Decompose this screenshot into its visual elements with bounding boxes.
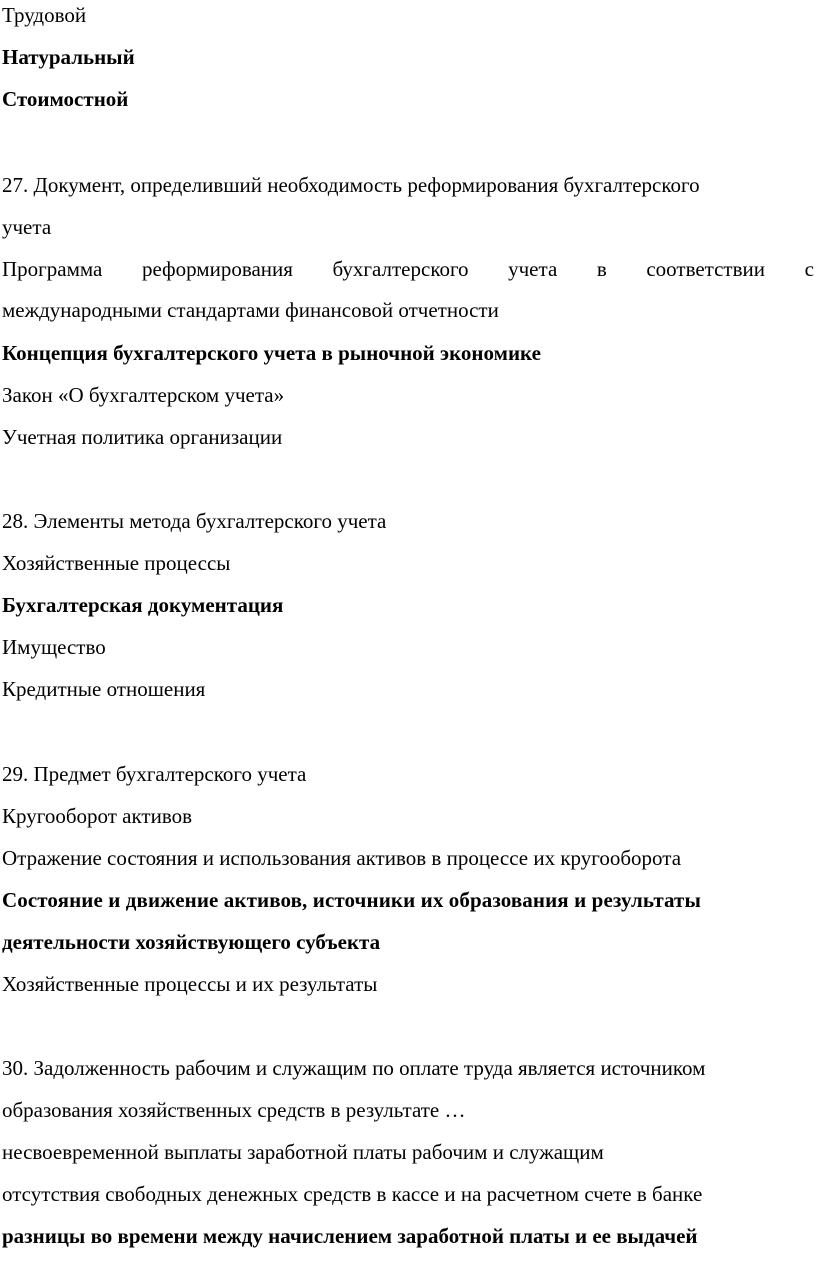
justified-word: в (596, 257, 607, 281)
question-28-option-1: Хозяйственные процессы (2, 551, 231, 575)
question-29-option-1: Кругооборот активов (2, 804, 193, 828)
question-28-option-3: Имущество (2, 635, 106, 659)
question-30-option-3-correct: разницы во времени между начислением заработной платы и ее выдачей (2, 1224, 698, 1248)
answer-option-labor: Трудовой (2, 3, 87, 27)
question-30-text-line-1: 30. Задолженность рабочим и служащим по оплате труда является источником (2, 1056, 706, 1080)
question-27-option-3: Закон «О бухгалтерском учета» (2, 383, 285, 407)
answer-option-natural: Натуральный (2, 45, 135, 69)
justified-word: Программа (2, 257, 103, 281)
question-30-option-1: несвоевременной выплаты заработной платы рабочим и служащим (2, 1140, 604, 1164)
justified-word: бухгалтерского (332, 257, 469, 281)
question-28-option-4: Кредитные отношения (2, 677, 206, 701)
question-29-option-3-correct-line-1: Состояние и движение активов, источники их образования и результаты (2, 888, 701, 912)
question-28-option-2-correct: Бухгалтерская документация (2, 593, 284, 617)
question-27-option-1-line-2: международными стандартами финансовой отчетности (2, 298, 499, 322)
question-27-option-2-correct: Концепция бухгалтерского учета в рыночной экономике (2, 341, 541, 365)
question-27-text-line-1: 27. Документ, определивший необходимость реформирования бухгалтерского (2, 173, 700, 197)
justified-word: соответствии (646, 257, 766, 281)
question-29-option-3-correct-line-2: деятельности хозяйствующего субъекта (2, 930, 381, 954)
justified-word: учета (508, 257, 558, 281)
question-27-text-line-2: учета (2, 215, 52, 239)
question-30-option-2: отсутствия свободных денежных средств в кассе и на расчетном счете в банке (2, 1182, 703, 1206)
question-29-option-4: Хозяйственные процессы и их результаты (2, 972, 378, 996)
question-29-text: 29. Предмет бухгалтерского учета (2, 762, 307, 786)
justified-word: с (804, 257, 814, 281)
question-28-text: 28. Элементы метода бухгалтерского учета (2, 509, 387, 533)
question-27-option-4: Учетная политика организации (2, 425, 283, 449)
justified-word: реформирования (141, 257, 293, 281)
answer-option-cost: Стоимостной (2, 87, 129, 111)
question-29-option-2: Отражение состояния и использования активов в процессе их кругооборота (2, 846, 682, 870)
question-30-text-line-2: образования хозяйственных средств в результате … (2, 1098, 466, 1122)
question-27-option-1-line-1 (2, 256, 814, 282)
